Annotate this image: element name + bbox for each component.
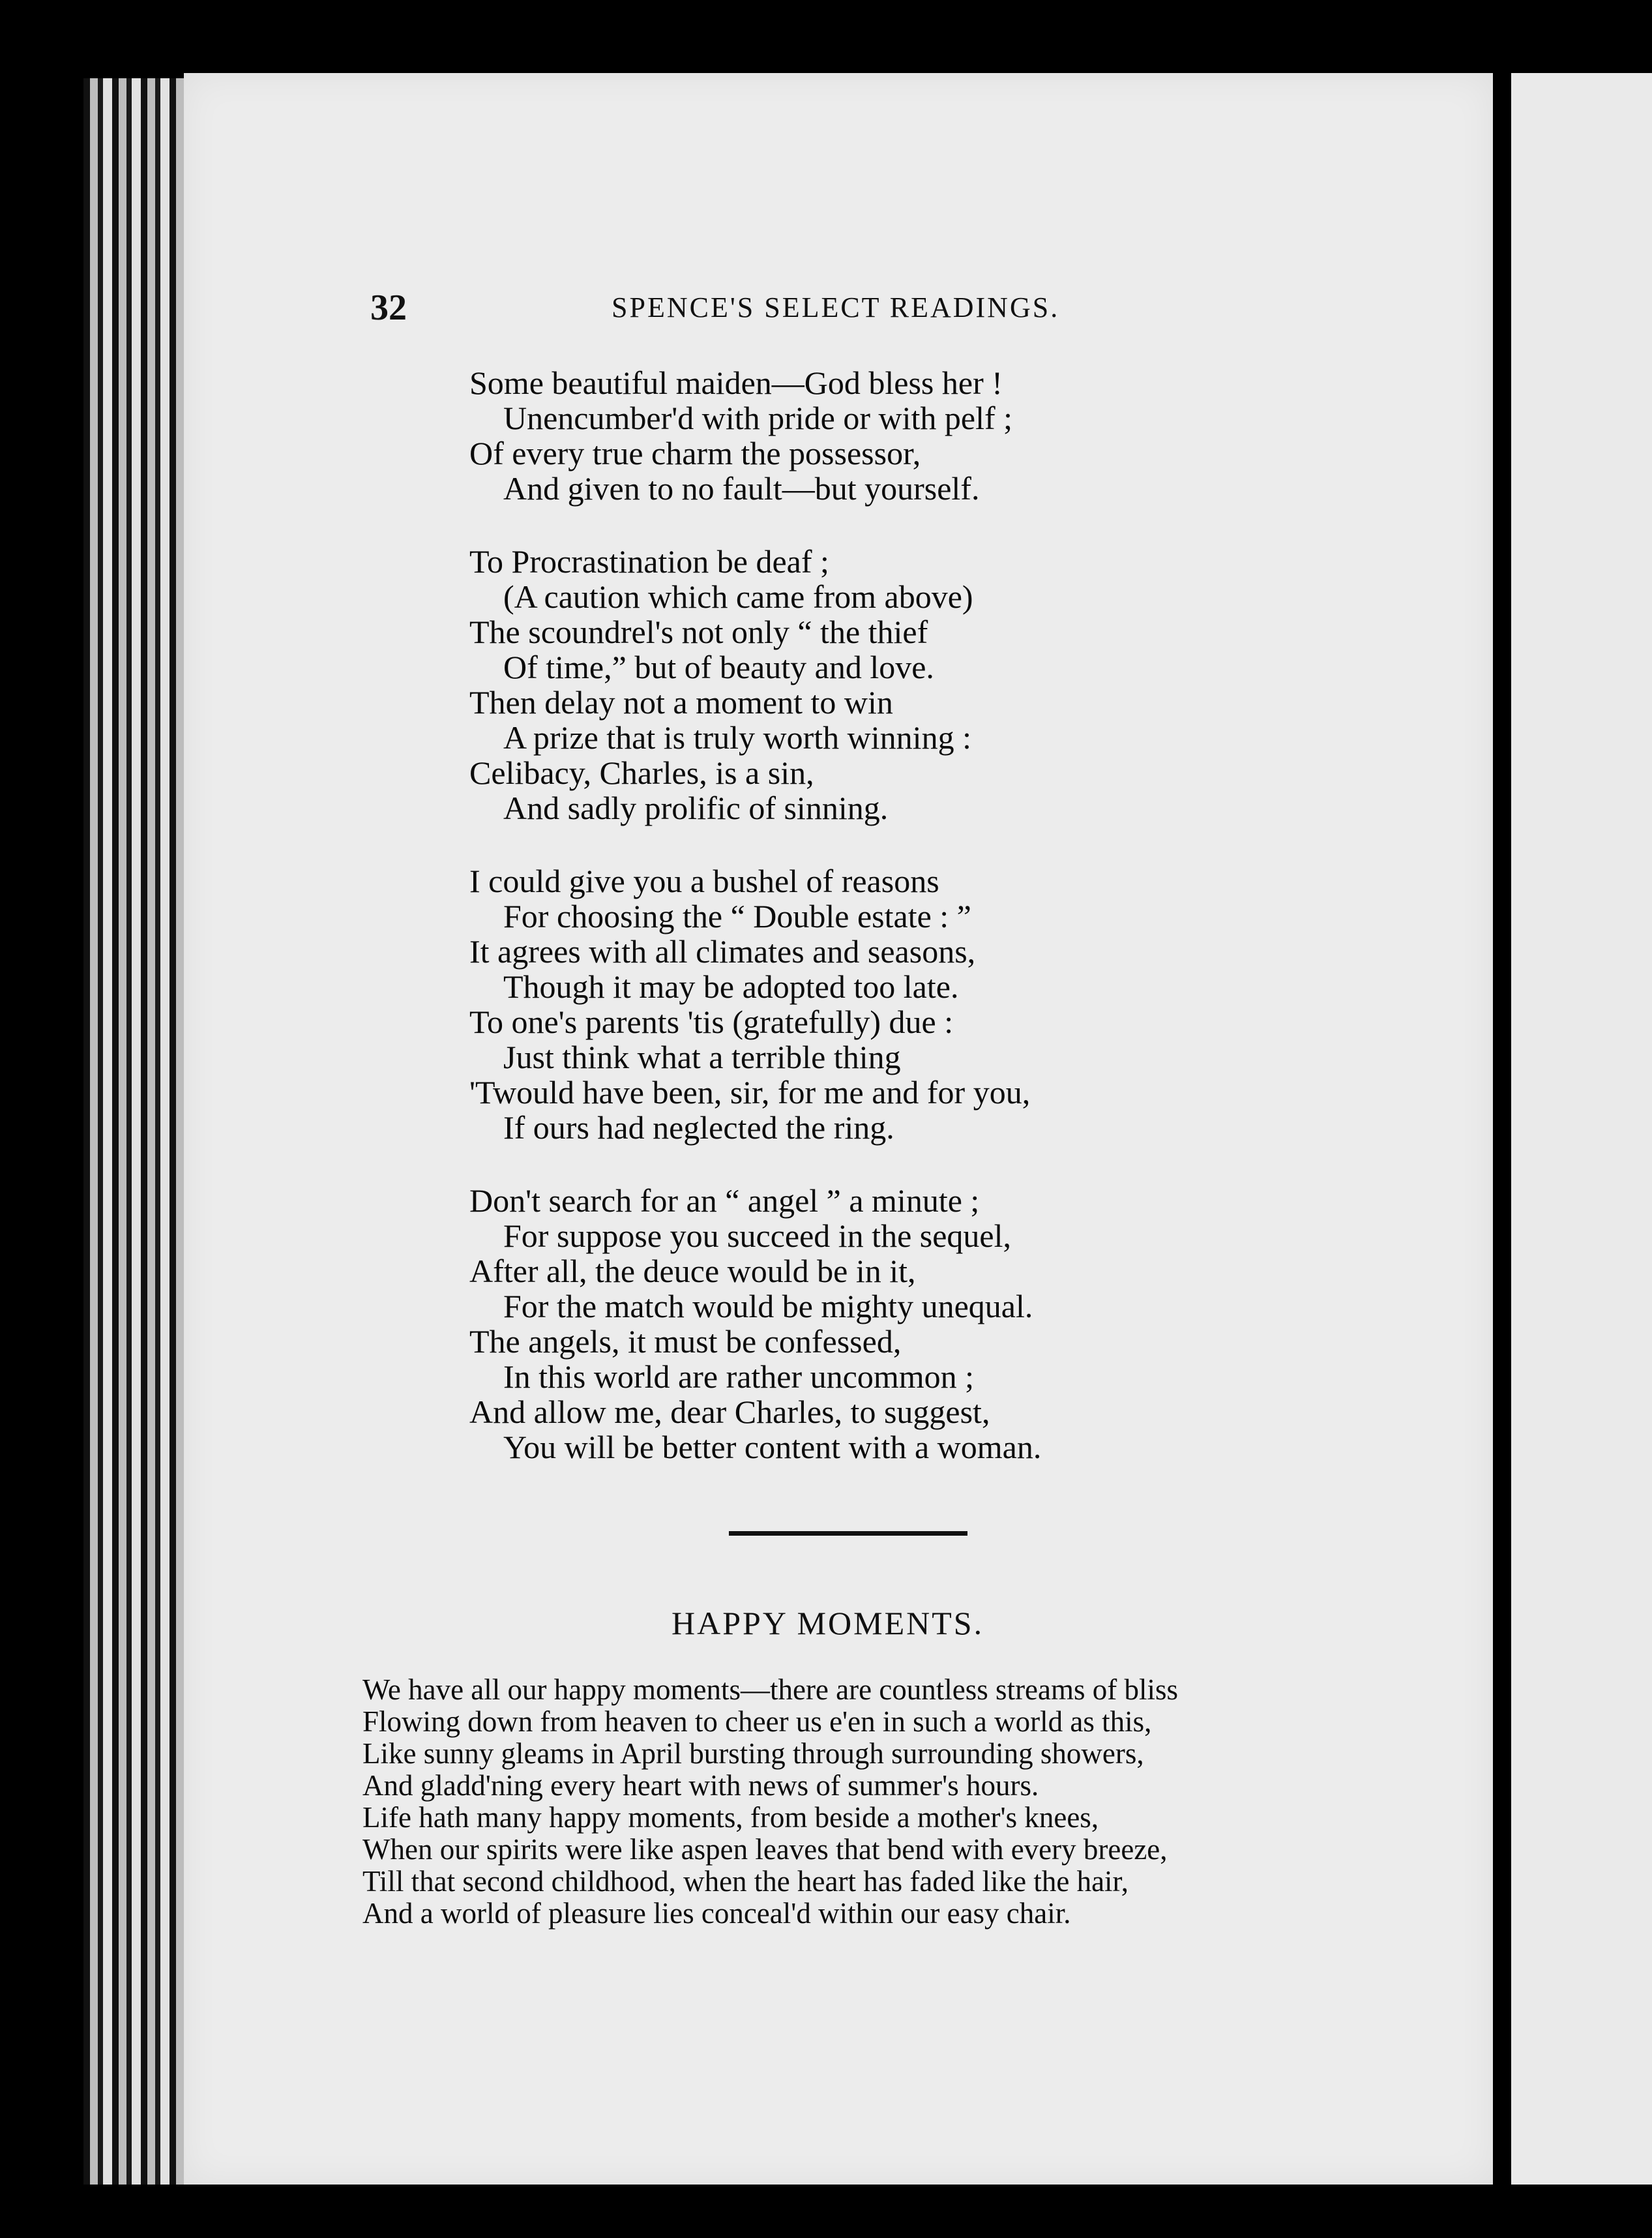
- poem-line: 'Twould have been, sir, for me and for you,: [469, 1074, 1031, 1111]
- poem-line: I could give you a bushel of reasons: [469, 863, 939, 899]
- poem-line: Of every true charm the possessor,: [469, 435, 921, 471]
- poem-line: If ours had neglected the ring.: [503, 1109, 894, 1146]
- book-page-edges: [83, 78, 188, 2185]
- poem-line: The angels, it must be confessed,: [469, 1323, 902, 1360]
- poem: [469, 365, 1252, 1502]
- poem-line: It agrees with all climates and seasons,: [469, 933, 976, 970]
- section-text: [362, 1674, 1340, 1930]
- poem-line: For the match would be mighty unequal.: [503, 1288, 1033, 1324]
- text-line: Till that second childhood, when the heart has faded like the hair,: [362, 1865, 1128, 1898]
- poem-line: A prize that is truly worth winning :: [503, 719, 971, 756]
- page-number: 32: [370, 288, 407, 328]
- poem-line: After all, the deuce would be in it,: [469, 1253, 916, 1289]
- poem-line: Just think what a terrible thing: [503, 1039, 901, 1075]
- poem-line: Celibacy, Charles, is a sin,: [469, 754, 814, 791]
- section-title: HAPPY MOMENTS.: [671, 1605, 984, 1641]
- text-line: Like sunny gleams in April bursting through surrounding showers,: [362, 1737, 1144, 1770]
- poem-line: To one's parents 'tis (gratefully) due :: [469, 1004, 954, 1040]
- stanza-2: [469, 544, 1252, 826]
- stanza-4: [469, 1183, 1252, 1465]
- text-line: Flowing down from heaven to cheer us e'en in such a world as this,: [362, 1705, 1152, 1738]
- poem-line: To Procrastination be deaf ;: [469, 543, 829, 580]
- poem-line: For suppose you succeed in the sequel,: [503, 1217, 1012, 1254]
- stanza-1: [469, 365, 1252, 506]
- poem-line: Though it may be adopted too late.: [503, 968, 959, 1005]
- section-divider: [729, 1531, 967, 1536]
- facing-page-edge: [1511, 73, 1652, 2185]
- stanza-3: [469, 863, 1252, 1145]
- poem-line: And allow me, dear Charles, to suggest,: [469, 1394, 990, 1430]
- poem-line: The scoundrel's not only “ the thief: [469, 614, 928, 650]
- page-header: [370, 287, 1120, 339]
- poem-line: You will be better content with a woman.: [503, 1429, 1042, 1465]
- poem-line: Unencumber'd with pride or with pelf ;: [503, 400, 1013, 436]
- text-line: And gladd'ning every heart with news of summer's hours.: [362, 1769, 1039, 1802]
- poem-line: Don't search for an “ angel ” a minute ;: [469, 1182, 980, 1219]
- text-line: And a world of pleasure lies conceal'd within our easy chair.: [362, 1897, 1071, 1930]
- text-line: When our spirits were like aspen leaves that bend with every breeze,: [362, 1833, 1168, 1866]
- poem-line: For choosing the “ Double estate : ”: [503, 898, 971, 934]
- poem-line: Some beautiful maiden—God bless her !: [469, 365, 1003, 401]
- poem-line: Then delay not a moment to win: [469, 684, 893, 721]
- text-line: We have all our happy moments—there are countless streams of bliss: [362, 1673, 1179, 1706]
- poem-line: (A caution which came from above): [503, 578, 973, 615]
- running-head: SPENCE'S SELECT READINGS.: [612, 291, 1060, 323]
- poem-line: Of time,” but of beauty and love.: [503, 649, 934, 685]
- poem-line: In this world are rather uncommon ;: [503, 1358, 975, 1395]
- poem-line: And given to no fault—but yourself.: [503, 470, 980, 507]
- poem-line: And sadly prolific of sinning.: [503, 790, 889, 826]
- text-line: Life hath many happy moments, from beside a mother's knees,: [362, 1801, 1099, 1834]
